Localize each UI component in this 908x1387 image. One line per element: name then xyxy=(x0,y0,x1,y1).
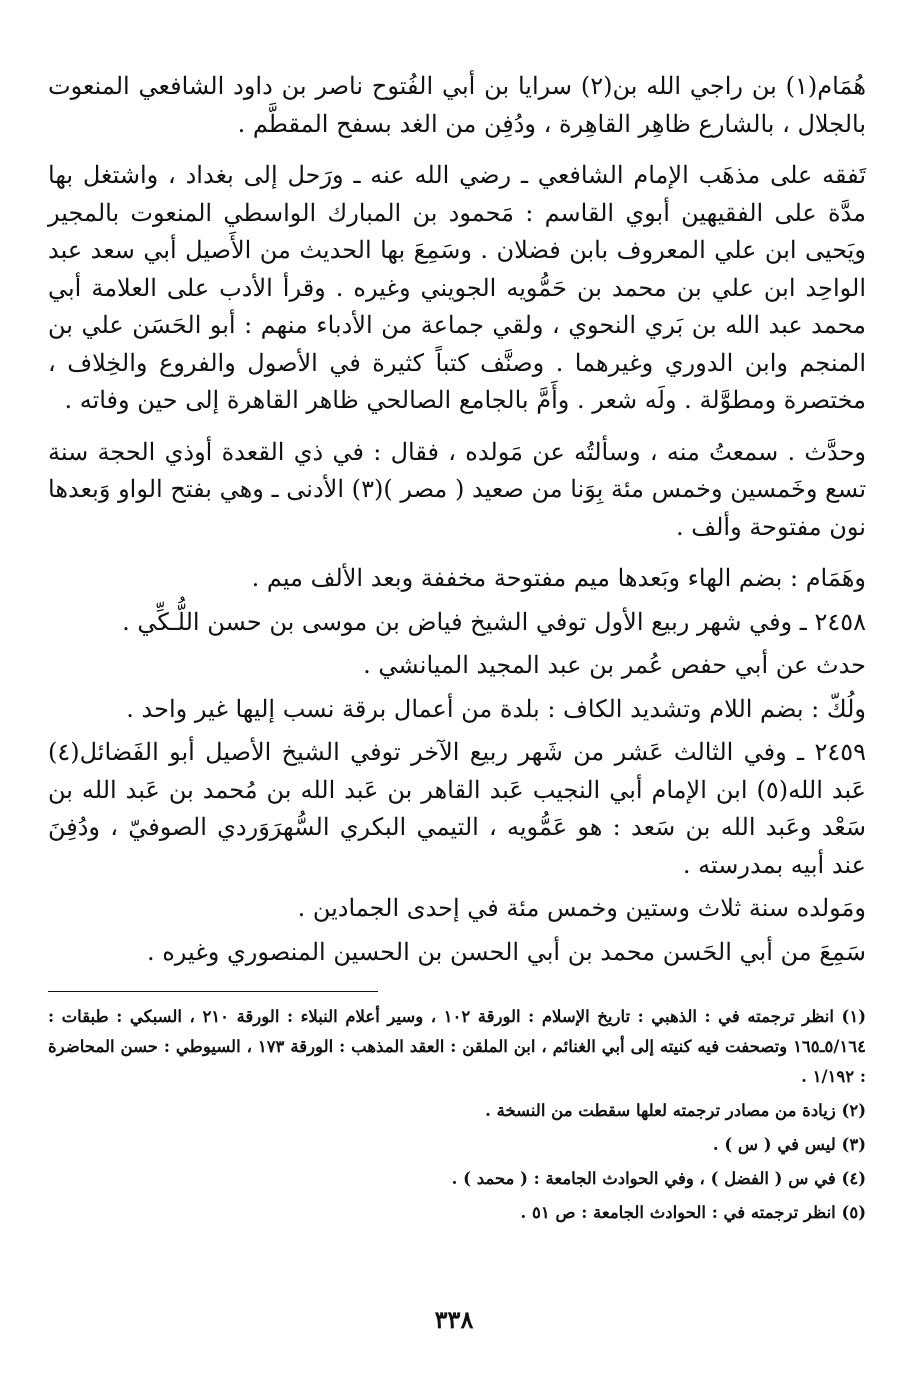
paragraph-9: ومَولده سنة ثلاث وستين وخمس مئة في إحدى الجمادين . xyxy=(297,894,866,922)
paragraph-10: سَمِعَ من أبي الحَسن محمد بن أبي الحسن بن الحسين المنصوري وغيره . xyxy=(146,937,866,966)
footnote-3: (٣) ليس في ( س ) . xyxy=(712,1135,866,1154)
footnote-divider xyxy=(48,991,866,992)
footnote-4: (٤) في س ( الفضل ) ، وفي الحوادث الجامعة : ( محمد ) . xyxy=(451,1169,866,1188)
paragraph-6: حدث عن أبي حفص عُمر بن عبد المجيد الميانشي . xyxy=(363,651,866,679)
paragraph-3: وحدَّث . سمعتُ منه ، وسألتُه عن مَولده ، فقال : في ذي القعدة أوذي الحجة سنة تسع وخَمسين وخمس مئة بِوَنا من صعيد ( مصر )(٣) الأدنى ـ وهي بفتح الواو وَبعدها نون مفتوحة وألف . xyxy=(48,437,867,541)
paragraph-7: ولُكّ : بضم اللام وتشديد الكاف : بلدة من أعمال برقة نسب إليها غير واحد . xyxy=(126,694,866,723)
footnotes xyxy=(48,1002,866,1228)
page-number: ٣٣٨ xyxy=(434,1305,474,1334)
entry-2459: ٢٤٥٩ ـ وفي الثالث عَشر من شَهر ربيع الآخر توفي الشيخ الأصيل أبو الفَضائل(٤) عَبد الله(٥) ابن الإمام أبي النجيب عَبد القاهر بن عَبد الله بن مُحمد بن عَبد الله بن سَعْد وعَبد الله بن سَعد : هو عَمُّويه ، التيمي البكري السُّهرَوَردي الصوفيّ ، ودُفِنَ عند أبيه بمدرسته . xyxy=(48,738,867,879)
footnote-1: (١) انظر ترجمته في : الذهبي : تاريخ الإسلام : الورقة ١٠٢ ، وسير أعلام النبلاء : الورقة ٢١٠ ، السبكي : طبقات : ٥/١٦٤ـ١٦٥ وتصحفت فيه كنيته إلى أبي الغنائم ، ابن الملقن : العقد المذهب : الورقة ١٧٣ ، السيوطي : حسن المحاضرة : ١/١٩٢ . xyxy=(48,1007,866,1086)
paragraph-4: وهَمَام : بضم الهاء وبَعدها ميم مفتوحة مخففة وبعد الألف ميم . xyxy=(251,564,866,592)
footnote-5: (٥) انظر ترجمته في : الحوادث الجامعة : ص ٥١ . xyxy=(520,1203,866,1222)
footnote-2: (٢) زيادة من مصادر ترجمته لعلها سقطت من النسخة . xyxy=(485,1101,866,1120)
paragraph-1: هُمَام(١) بن راجي الله بن(٢) سرايا بن أبي الفُتوح ناصر بن داود الشافعي المنعوت بالجلال ، بالشارع ظاهِر القاهِرة ، ودُفِن من الغد بسفح المقطَّم . xyxy=(48,72,866,138)
main-text xyxy=(48,68,866,971)
paragraph-2: تَفقه على مذهَب الإمام الشافعي ـ رضي الله عنه ـ ورَحل إلى بغداد ، واشتغل بها مدَّة على الفقيهين أبوي القاسم : مَحمود بن المبارك الواسطي المنعوت بالمجير ويَحيى ابن علي المعروف بابن فضلان . وسَمِعَ بها الحديث من الأَصيل أبي سعد عبد الواحِد ابن علي بن محمد بن حَمُّويه الجويني وغيره . وقرأ الأدب على العلامة أبي محمد عبد الله بن بَري النحوي ، ولقي جماعة من الأدباء منهم : أبو الحَسَن علي بن المنجم وابن الدوري وغيرهما . وصنَّف كتباً كثيرة في الأصول والفروع والخِلاف ، مختصرة ومطوَّلة . ولَه شعر . وأَمَّ بالجامع الصالحي ظاهر القاهرة إلى حين وفاته . xyxy=(48,161,866,414)
entry-2458: ٢٤٥٨ ـ وفي شهر ربيع الأول توفي الشيخ فياض بن موسى بن حسن اللُّـكِّي . xyxy=(122,607,866,636)
